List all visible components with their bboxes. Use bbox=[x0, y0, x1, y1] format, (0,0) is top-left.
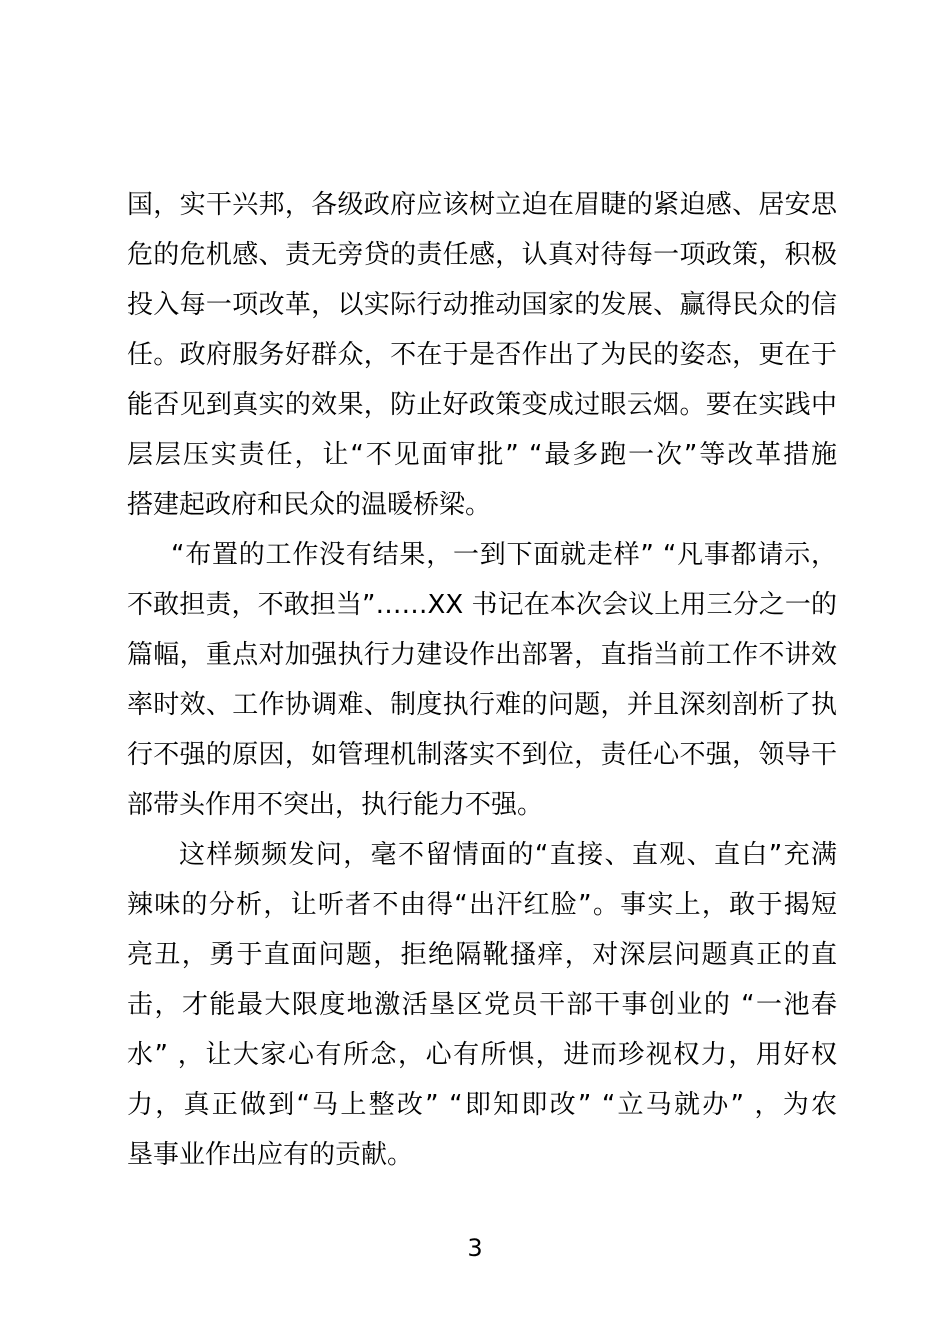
text-line: 行不强的原因，如管理机制落实不到位，责任心不强，领导干 bbox=[127, 740, 837, 770]
text-line: 水” ，让大家心有所念，心有所惧，进而珍视权力，用好权 bbox=[127, 1040, 837, 1070]
text-line: 危的危机感、责无旁贷的责任感，认真对待每一项政策，积极 bbox=[127, 240, 837, 270]
text-line: 亮丑，勇于直面问题，拒绝隔靴搔痒，对深层问题真正的直 bbox=[127, 940, 837, 970]
text-line: 击，才能最大限度地激活垦区党员干部干事创业的 “一池春 bbox=[127, 990, 837, 1020]
text-line: 这样频频发问，毫不留情面的“直接、直观、直白”充满 bbox=[179, 840, 837, 870]
page-number: 3 bbox=[467, 1234, 483, 1262]
text-line: 投入每一项改革，以实际行动推动国家的发展、赢得民众的信 bbox=[127, 290, 837, 320]
text-line: “布置的工作没有结果，一到下面就走样” “凡事都请示， bbox=[171, 540, 837, 570]
text-line: 国，实干兴邦，各级政府应该树立迫在眉睫的紧迫感、居安思 bbox=[127, 190, 837, 220]
text-line: 垦事业作出应有的贡献。 bbox=[127, 1140, 414, 1170]
paragraph-3 bbox=[127, 830, 837, 1180]
text-line: 辣味的分析，让听者不由得“出汗红脸”。事实上，敢于揭短 bbox=[127, 890, 837, 920]
paragraph-1 bbox=[127, 180, 837, 530]
paragraph-2 bbox=[127, 530, 837, 830]
text-line: 不敢担责，不敢担当”……XX 书记在本次会议上用三分之一的 bbox=[127, 590, 837, 620]
text-line: 搭建起政府和民众的温暖桥梁。 bbox=[127, 490, 492, 520]
text-line: 率时效、工作协调难、制度执行难的问题，并且深刻剖析了执 bbox=[127, 690, 837, 720]
text-line: 力，真正做到“马上整改” “即知即改” “立马就办” ，为农 bbox=[127, 1090, 837, 1120]
document-body bbox=[127, 180, 837, 1180]
text-line: 能否见到真实的效果，防止好政策变成过眼云烟。要在实践中 bbox=[127, 390, 837, 420]
text-line: 篇幅，重点对加强执行力建设作出部署，直指当前工作不讲效 bbox=[127, 640, 837, 670]
text-line: 部带头作用不突出，执行能力不强。 bbox=[127, 790, 544, 820]
text-line: 任。政府服务好群众，不在于是否作出了为民的姿态，更在于 bbox=[127, 340, 837, 370]
text-line: 层层压实责任，让“不见面审批” “最多跑一次”等改革措施 bbox=[127, 440, 837, 470]
